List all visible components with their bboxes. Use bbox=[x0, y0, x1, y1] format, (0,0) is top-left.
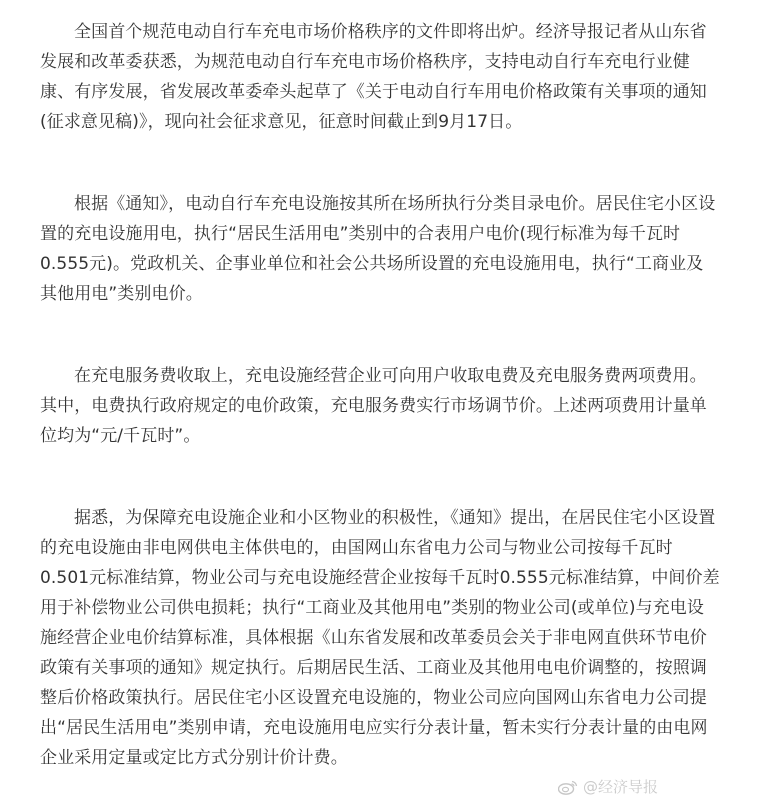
article-paragraph-4: 据悉，为保障充电设施企业和小区物业的积极性，《通知》提出，在居民住宅小区设置的充电设施由非电网供电主体供电的，由国网山东省电力公司与物业公司按每千瓦时0.501元标准结算，物业公司与充电设施经营企业按每千瓦时0.555元标准结算，中间价差用于补偿物业公司供电损耗；执行“工商业及其他用电”类别的物业公司(或单位)与充电设施经营企业电价结算标准，具体根据《山东省发展和改革委员会关于非电网直供环节电价政策有关事项的通知》规定执行。后期居民生活、工商业及其他用电电价调整的，按照调整后价格政策执行。居民住宅小区设置充电设施的，物业公司应向国网山东省电力公司提出“居民生活用电”类别申请，充电设施用电应实行分表计量，暂未实行分表计量的由电网企业采用定量或定比方式分别计价计费。 bbox=[40, 508, 720, 768]
article-body bbox=[40, 17, 720, 773]
article-paragraph-3: 在充电服务费收取上，充电设施经营企业可向用户收取电费及充电服务费两项费用。其中，电费执行政府规定的电价政策，充电服务费实行市场调节价。上述两项费用计量单位均为“元/千瓦时”。 bbox=[40, 366, 707, 446]
weibo-watermark bbox=[558, 776, 658, 797]
watermark-text: @经济导报 bbox=[582, 778, 658, 796]
article-paragraph-2: 根据《通知》，电动自行车充电设施按其所在场所执行分类目录电价。居民住宅小区设置的充电设施用电，执行“居民生活用电”类别中的合表用户电价(现行标准为每千瓦时0.555元)。党政机关、企事业单位和社会公共场所设置的充电设施用电，执行“工商业及其他用电”类别电价。 bbox=[40, 194, 716, 304]
weibo-logo-icon bbox=[558, 779, 578, 795]
article-paragraph-1: 全国首个规范电动自行车充电市场价格秩序的文件即将出炉。经济导报记者从山东省发展和改革委获悉，为规范电动自行车充电市场价格秩序，支持电动自行车充电行业健康、有序发展，省发展改革委牵头起草了《关于电动自行车用电价格政策有关事项的通知(征求意见稿)》，现向社会征求意见，征意时间截止到9月17日。 bbox=[40, 22, 707, 132]
